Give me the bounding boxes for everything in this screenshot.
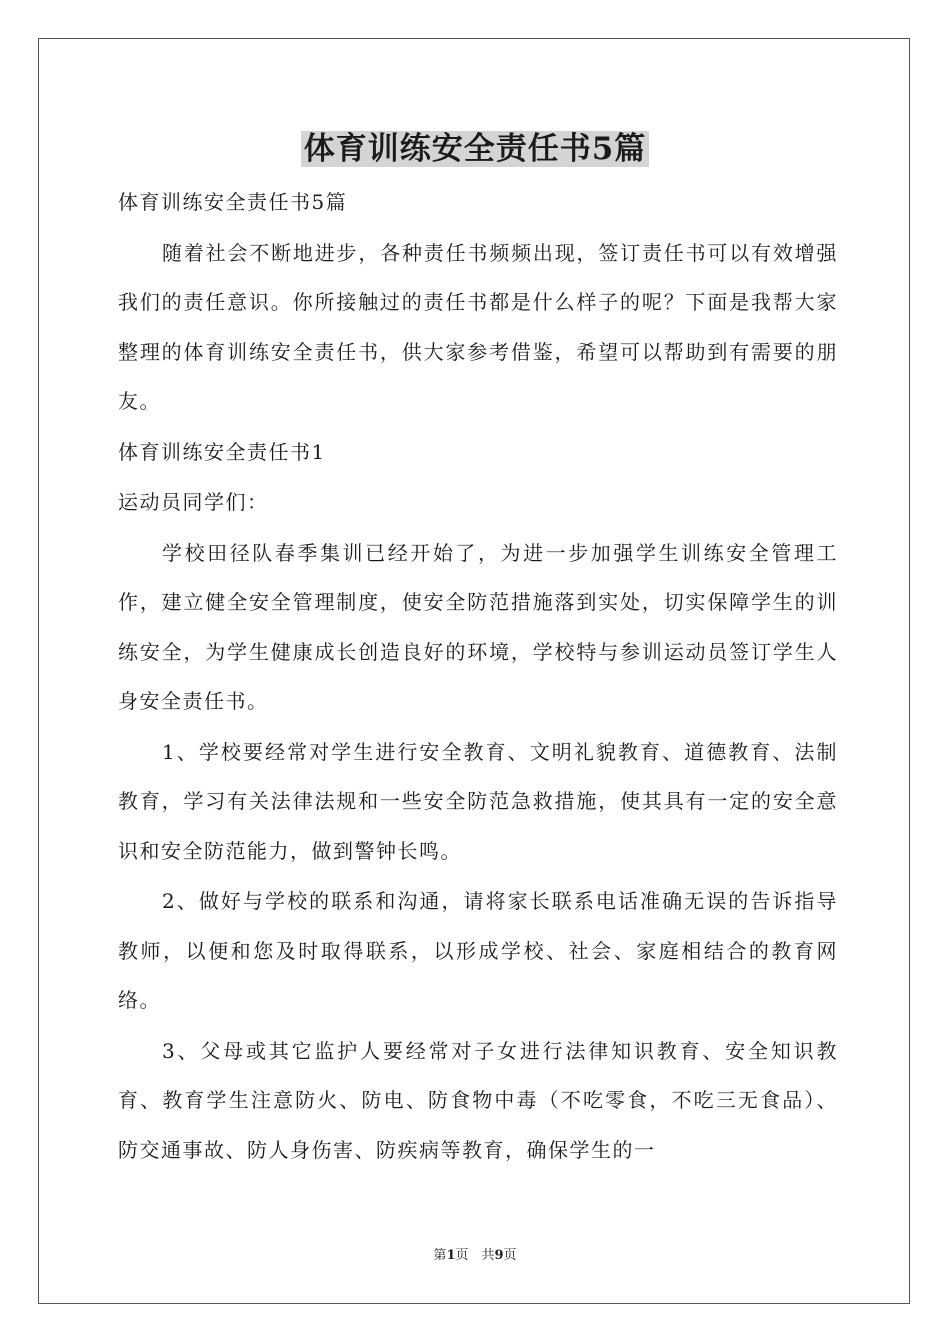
paragraph: 体育训练安全责任书5篇 <box>118 190 348 214</box>
document-title <box>0 126 950 172</box>
paragraph: 体育训练安全责任书1 <box>118 439 326 464</box>
paragraph: 学校田径队春季集训已经开始了，为进一步加强学生训练安全管理工作，建立健全安全管理制度，使安全防范措施落到实处，切实保障学生的训练安全，为学生健康成长创造良好的环境，学校特与参训运动员签订学生人身安全责任书。 <box>118 540 838 713</box>
page-footer-suffix: 页 <box>503 1248 517 1263</box>
page-footer-prefix: 第 <box>433 1248 447 1263</box>
page-footer <box>0 1244 950 1263</box>
paragraph: 运动员同学们： <box>118 490 269 514</box>
document-body <box>118 178 838 1176</box>
document-title-text: 体育训练安全责任书5篇 <box>301 131 650 167</box>
page-footer-mid: 页 共 <box>455 1248 495 1263</box>
paragraph: 2、做好与学校的联系和沟通，请将家长联系电话准确无误的告诉指导教师，以便和您及时取得联系，以形成学校、社会、家庭相结合的教育网络。 <box>118 889 838 1012</box>
paragraph: 1、学校要经常对学生进行安全教育、文明礼貌教育、道德教育、法制教育，学习有关法律法规和一些安全防范急救措施，使其具有一定的安全意识和安全防范能力，做到警钟长鸣。 <box>118 739 838 863</box>
paragraph: 3、父母或其它监护人要经常对子女进行法律知识教育、安全知识教育、教育学生注意防火、防电、防食物中毒（不吃零食，不吃三无食品）、防交通事故、防人身伤害、防疾病等教育，确保学生的一 <box>118 1038 838 1162</box>
page-number: 1 <box>446 1248 456 1263</box>
paragraph: 随着社会不断地进步，各种责任书频频出现，签订责任书可以有效增强我们的责任意识。你所接触过的责任书都是什么样子的呢？下面是我帮大家整理的体育训练安全责任书，供大家参考借鉴，希望可以帮助到有需要的朋友。 <box>118 240 838 413</box>
total-pages: 9 <box>494 1248 504 1263</box>
